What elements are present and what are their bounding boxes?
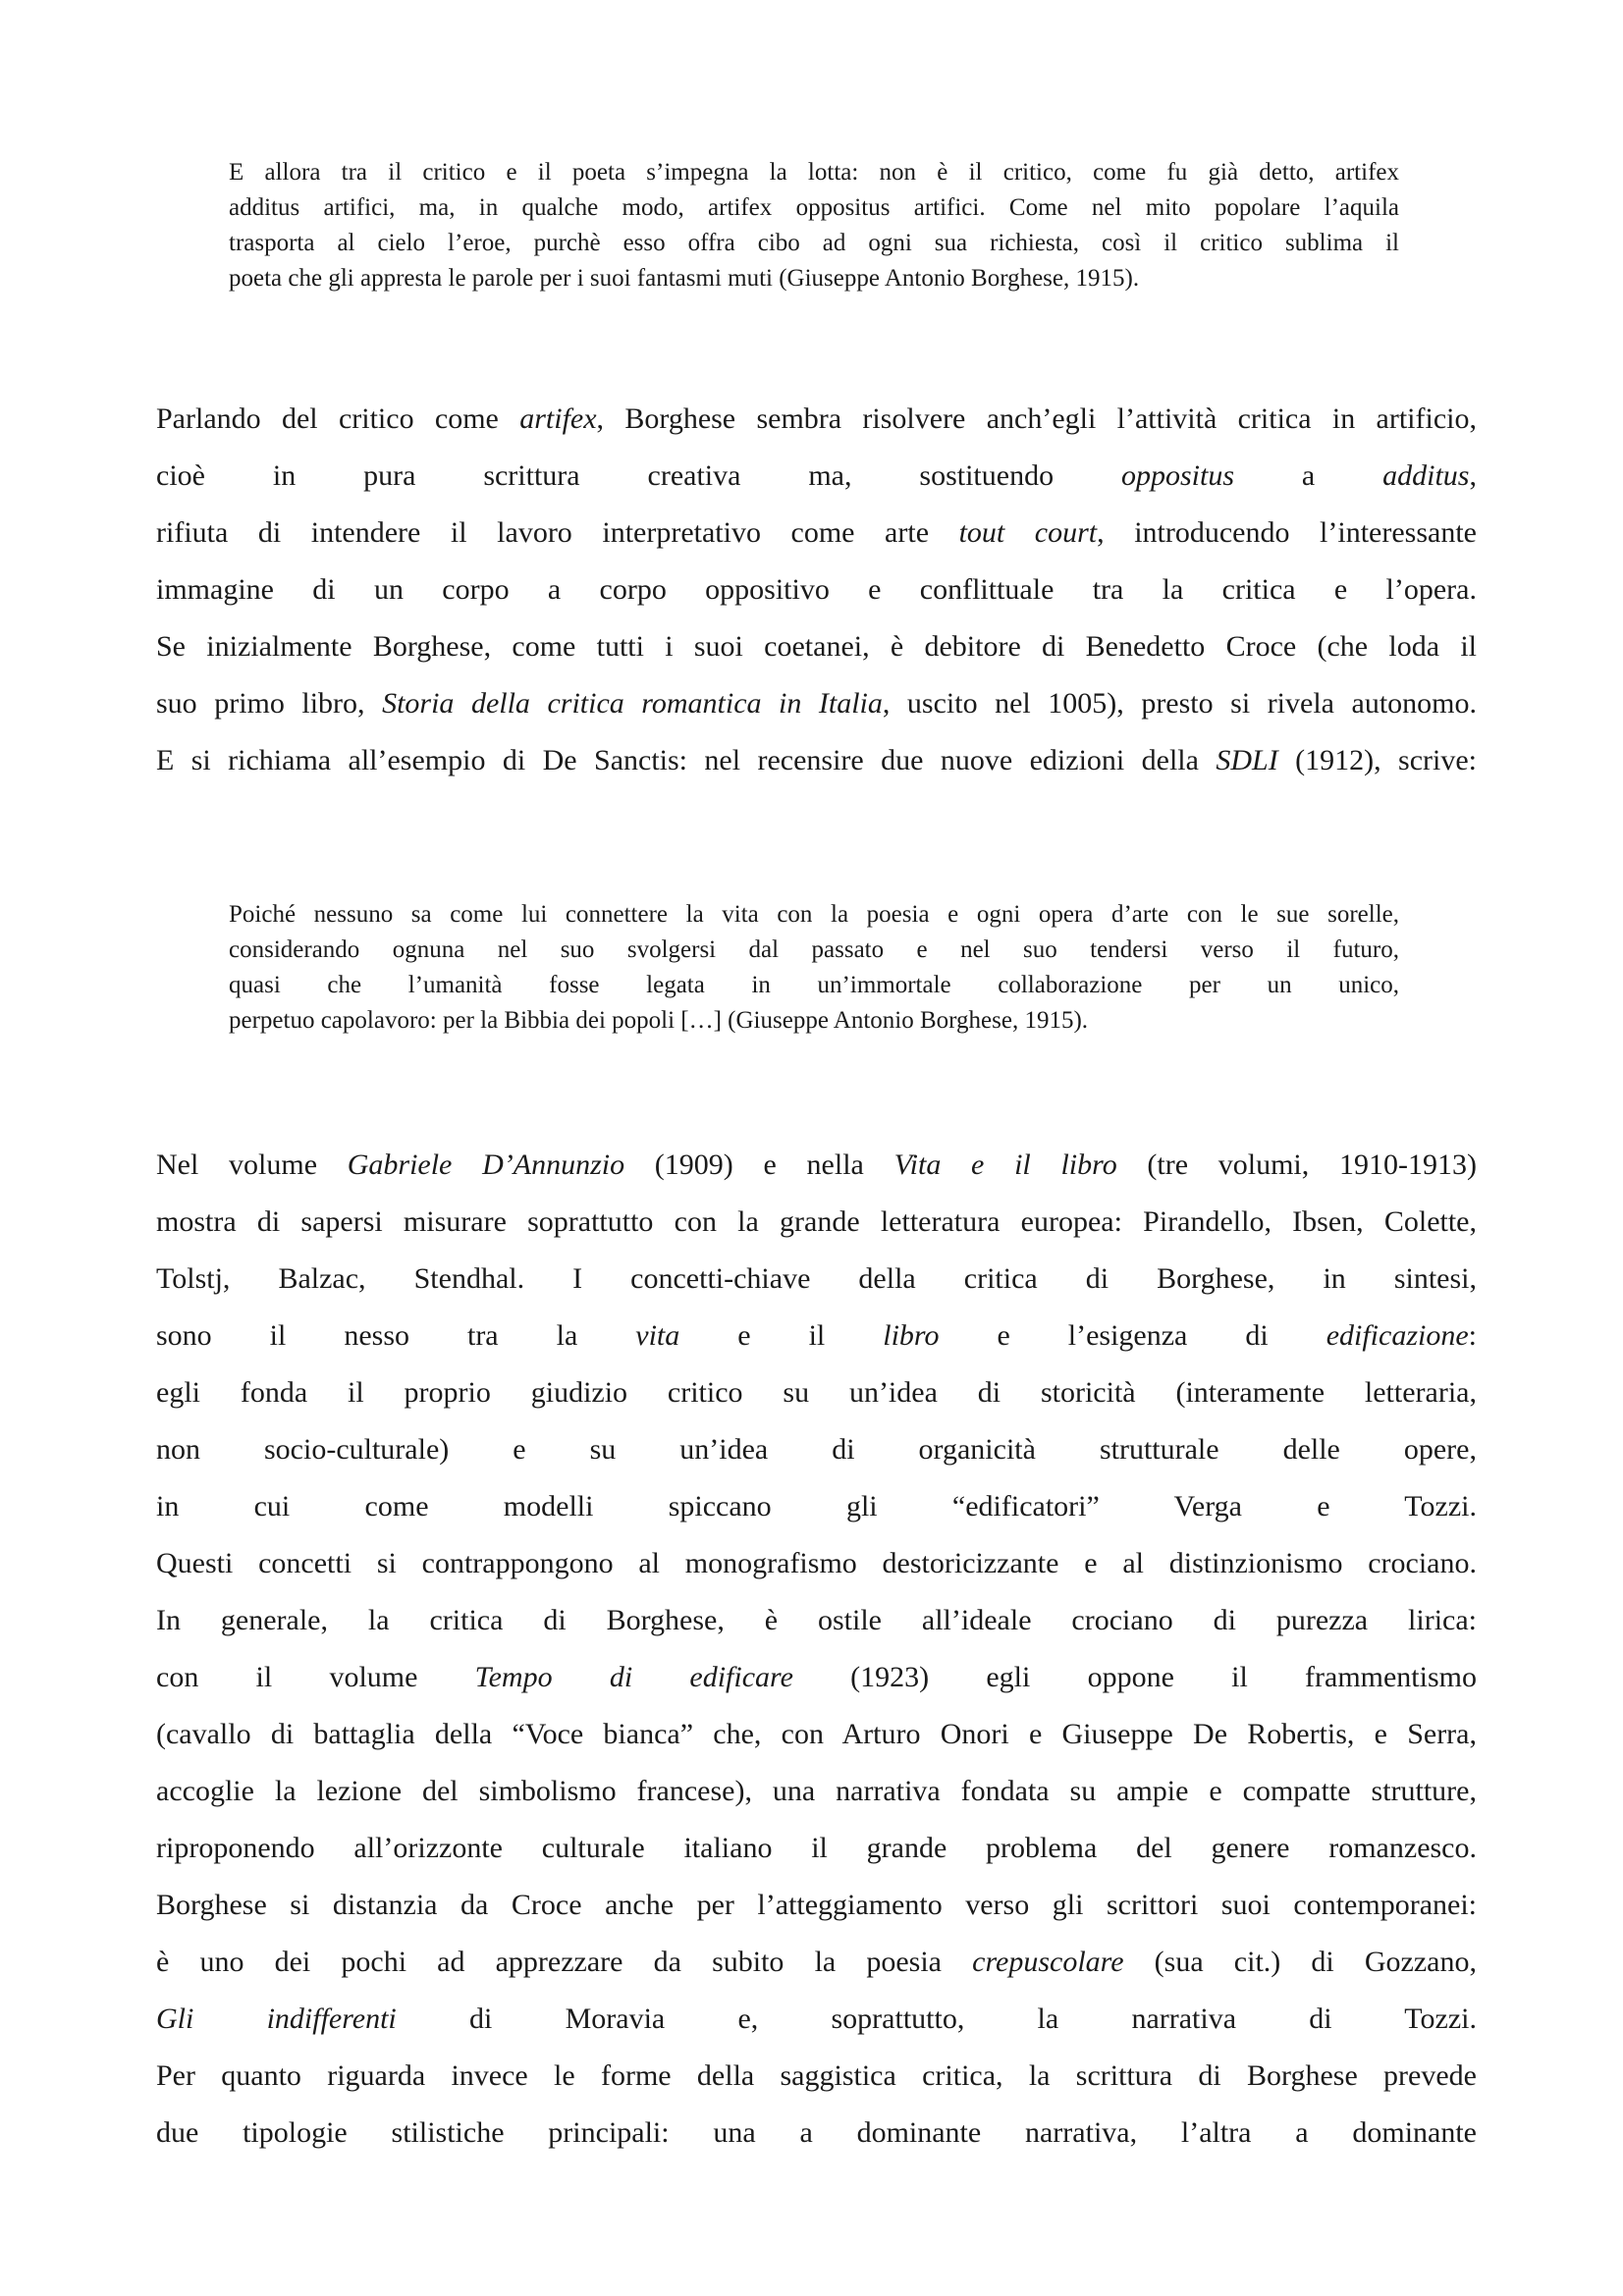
text-line: riproponendo all’orizzonte culturale italiano il grande problema del genere romanzesco.	[156, 1832, 1477, 1864]
text-line: immagine di un corpo a corpo oppositivo e conflittuale tra la critica e l’opera.	[156, 573, 1477, 606]
text-line: In generale, la critica di Borghese, è ostile all’ideale crociano di purezza lirica:	[156, 1604, 1477, 1636]
text-line: mostra di sapersi misurare soprattutto con la grande letteratura europea: Pirandello, Ibsen, Colette,	[156, 1205, 1477, 1238]
text-line: rifiuta di intendere il lavoro interpretativo come arte tout court, introducendo l’interessante	[156, 516, 1477, 549]
text-line: in cui come modelli spiccano gli “edificatori” Verga e Tozzi.	[156, 1490, 1477, 1522]
text-line: due tipologie stilistiche principali: una a dominante narrativa, l’altra a dominante	[156, 2116, 1477, 2149]
text-line: Se inizialmente Borghese, come tutti i suoi coetanei, è debitore di Benedetto Croce (che loda il	[156, 630, 1477, 663]
text-line: Nel volume Gabriele D’Annunzio (1909) e nella Vita e il libro (tre volumi, 1910-1913)	[156, 1148, 1477, 1181]
block-quote-2	[229, 897, 1399, 1039]
quote-line: perpetuo capolavoro: per la Bibbia dei popoli […] (Giuseppe Antonio Borghese, 1915).	[229, 1007, 1089, 1034]
block-quote-1	[229, 155, 1399, 296]
text-line: E si richiama all’esempio di De Sanctis: nel recensire due nuove edizioni della SDLI (1912), scrive:	[156, 744, 1477, 776]
text-line: Borghese si distanzia da Croce anche per l’atteggiamento verso gli scrittori suoi contemporanei:	[156, 1889, 1477, 1921]
quote-line: E allora tra il critico e il poeta s’impegna la lotta: non è il critico, come fu già detto, artifex	[229, 159, 1399, 186]
paragraph-2	[156, 1137, 1477, 2162]
text-line: Tolstj, Balzac, Stendhal. I concetti-chiave della critica di Borghese, in sintesi,	[156, 1262, 1477, 1295]
text-line: non socio-culturale) e su un’idea di organicità strutturale delle opere,	[156, 1433, 1477, 1466]
text-line: Per quanto riguarda invece le forme della saggistica critica, la scrittura di Borghese prevede	[156, 2059, 1477, 2092]
text-line: (cavallo di battaglia della “Voce bianca” che, con Arturo Onori e Giuseppe De Robertis, e Serra,	[156, 1718, 1477, 1750]
quote-line: poeta che gli appresta le parole per i suoi fantasmi muti (Giuseppe Antonio Borghese, 1915).	[229, 265, 1140, 292]
text-line: con il volume Tempo di edificare (1923) egli oppone il frammentismo	[156, 1661, 1477, 1693]
text-line: Questi concetti si contrappongono al monografismo destoricizzante e al distinzionismo crociano.	[156, 1547, 1477, 1579]
text-line: Gli indifferenti di Moravia e, soprattutto, la narrativa di Tozzi.	[156, 2002, 1477, 2035]
text-line: suo primo libro, Storia della critica romantica in Italia, uscito nel 1005), presto si rivela autonomo.	[156, 687, 1477, 720]
text-line: Parlando del critico come artifex, Borghese sembra risolvere anch’egli l’attività critica in artificio,	[156, 402, 1477, 435]
text-line: cioè in pura scrittura creativa ma, sostituendo oppositus a additus,	[156, 459, 1477, 492]
text-line: sono il nesso tra la vita e il libro e l’esigenza di edificazione:	[156, 1319, 1477, 1352]
quote-line: additus artifici, ma, in qualche modo, artifex oppositus artifici. Come nel mito popolare l’aquila	[229, 194, 1399, 221]
quote-line: considerando ognuna nel suo svolgersi dal passato e nel suo tendersi verso il futuro,	[229, 936, 1399, 963]
quote-line: quasi che l’umanità fosse legata in un’immortale collaborazione per un unico,	[229, 972, 1399, 998]
text-line: egli fonda il proprio giudizio critico su un’idea di storicità (interamente letteraria,	[156, 1376, 1477, 1409]
paragraph-1	[156, 391, 1477, 789]
text-line: è uno dei pochi ad apprezzare da subito la poesia crepuscolare (sua cit.) di Gozzano,	[156, 1946, 1477, 1978]
quote-line: trasporta al cielo l’eroe, purchè esso offra cibo ad ogni sua richiesta, così il critico sublima il	[229, 230, 1399, 256]
quote-line: Poiché nessuno sa come lui connettere la vita con la poesia e ogni opera d’arte con le sue sorelle,	[229, 901, 1399, 928]
text-line: accoglie la lezione del simbolismo francese), una narrativa fondata su ampie e compatte strutture,	[156, 1775, 1477, 1807]
